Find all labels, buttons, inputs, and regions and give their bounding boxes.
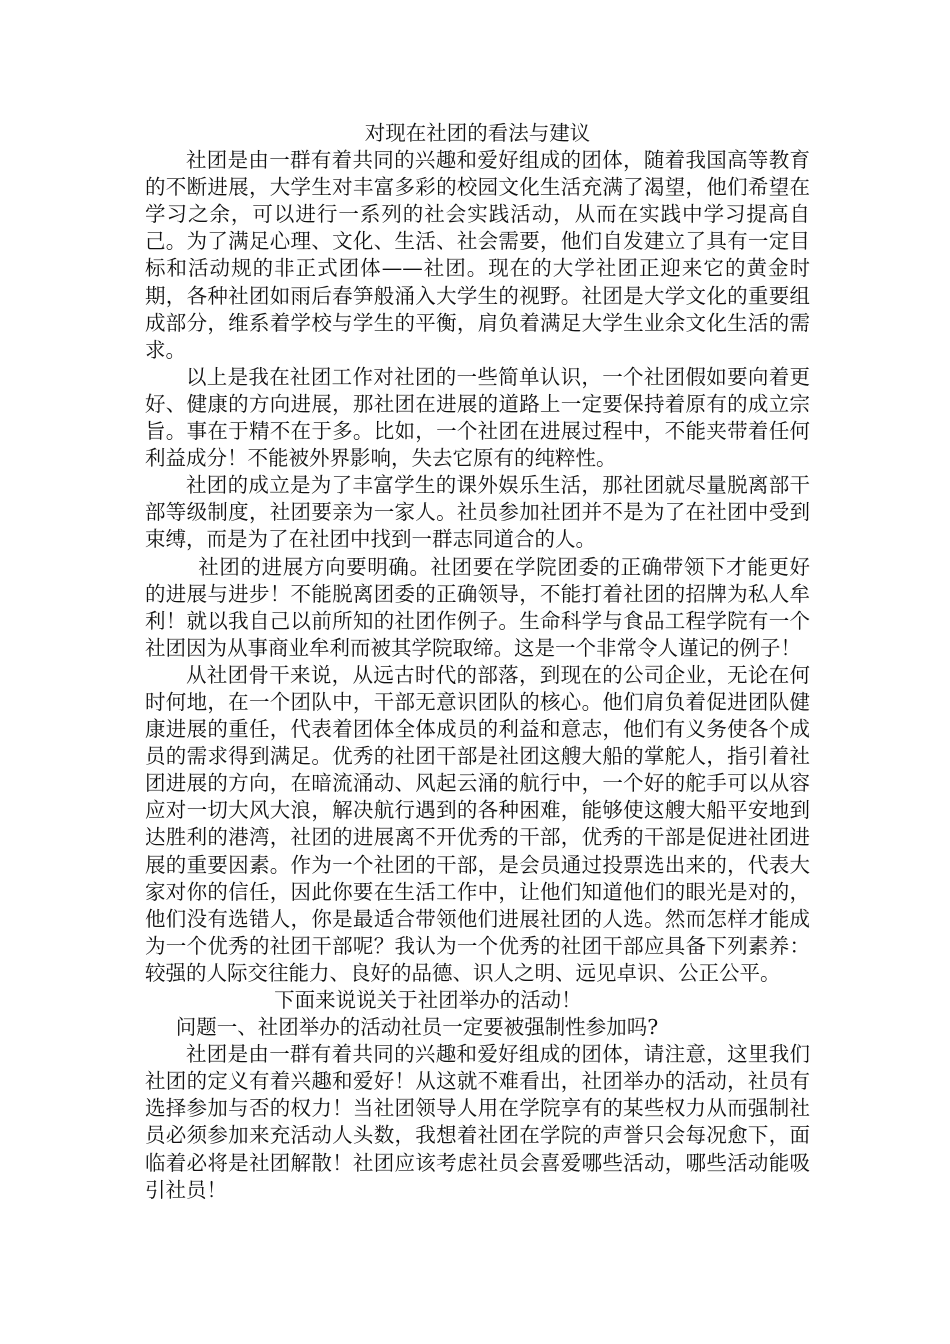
paragraph-intro: 社团是由一群有着共同的兴趣和爱好组成的团体，随着我国高等教育的不断进展，大学生对丰富多彩的校园文化生活充满了渴望，他们希望在学习之余，可以进行一系列的社会实践活动，从而在实践中学习提高自己。为了满足心理、文化、生活、社会需要，他们自发建立了具有一定目标和活动规的非正式团体——社团。现在的大学社团正迎来它的黄金时期，各种社团如雨后春笋般涌入大学生的视野。社团是大学文化的重要组成部分，维系着学校与学生的平衡，肩负着满足大学生业余文化生活的需求。 (145, 148, 810, 362)
paragraph-direction: 社团的进展方向要明确。社团要在学院团委的正确带领下才能更好的进展与进步！不能脱离团委的正确领导，不能打着社团的招牌为私人牟利！就以我自己以前所知的社团作例子。生命科学与食品工程学院有一个社团因为从事商业牟利而被其学院取缔。这是一个非常令人谨记的例子！ (145, 554, 810, 660)
paragraph-purpose: 社团的成立是为了丰富学生的课外娱乐生活，那社团就尽量脱离部干部等级制度，社团要亲为一家人。社员参加社团并不是为了在社团中受到束缚，而是为了在社团中找到一群志同道合的人。 (145, 473, 810, 552)
document-title: 对现在社团的看法与建议 (364, 121, 591, 145)
paragraph-cadres: 从社团骨干来说，从远古时代的部落，到现在的公司企业，无论在何时何地，在一个团队中，干部无意识团队的核心。他们肩负着促进团队健康进展的重任，代表着团体全体成员的利益和意志，他们有义务使各个成员的需求得到满足。优秀的社团干部是社团这艘大船的掌舵人，指引着社团进展的方向，在暗流涌动、风起云涌的航行中，一个好的舵手可以从容应对一切大风大浪，解决航行遇到的各种困难，能够使这艘大船平安地到达胜利的港湾，社团的进展离不开优秀的干部，优秀的干部是促进社团进展的重要因素。作为一个社团的干部，是会员通过投票选出来的，代表大家对你的信任，因此你要在生活工作中，让他们知道他们的眼光是对的，他们没有选错人，你是最适合带领他们进展社团的人选。然而怎样才能成为一个优秀的社团干部呢？我认为一个优秀的社团干部应具备下列素养：较强的人际交往能力、良好的品德、识人之明、远见卓识、公正公平。 (145, 662, 810, 985)
document-body (145, 120, 810, 1204)
section-subheading: 下面来说说关于社团举办的活动！ (274, 988, 582, 1012)
paragraph-understanding: 以上是我在社团工作对社团的一些简单认识，一个社团假如要向着更好、健康的方向进展，那社团在进展的道路上一定要保持着原有的成立宗旨。事在于精不在于多。比如，一个社团在进展过程中，不能夹带着任何利益成分！不能被外界影响，失去它原有的纯粹性。 (145, 364, 810, 471)
paragraph-activities: 社团是由一群有着共同的兴趣和爱好组成的团体，请注意，这里我们社团的定义有着兴趣和爱好！从这就不难看出，社团举办的活动，社员有选择参加与否的权力！当社团领导人用在学院享有的某些权力从而强制社员必须参加来充活动人头数，我想着社团在学院的声誉只会每况愈下，面临着必将是社团解散！社团应该考虑社员会喜爱哪些活动，哪些活动能吸引社员！ (145, 1042, 810, 1202)
question-heading: 问题一、社团举办的活动社员一定要被强制性参加吗? (175, 1015, 659, 1040)
